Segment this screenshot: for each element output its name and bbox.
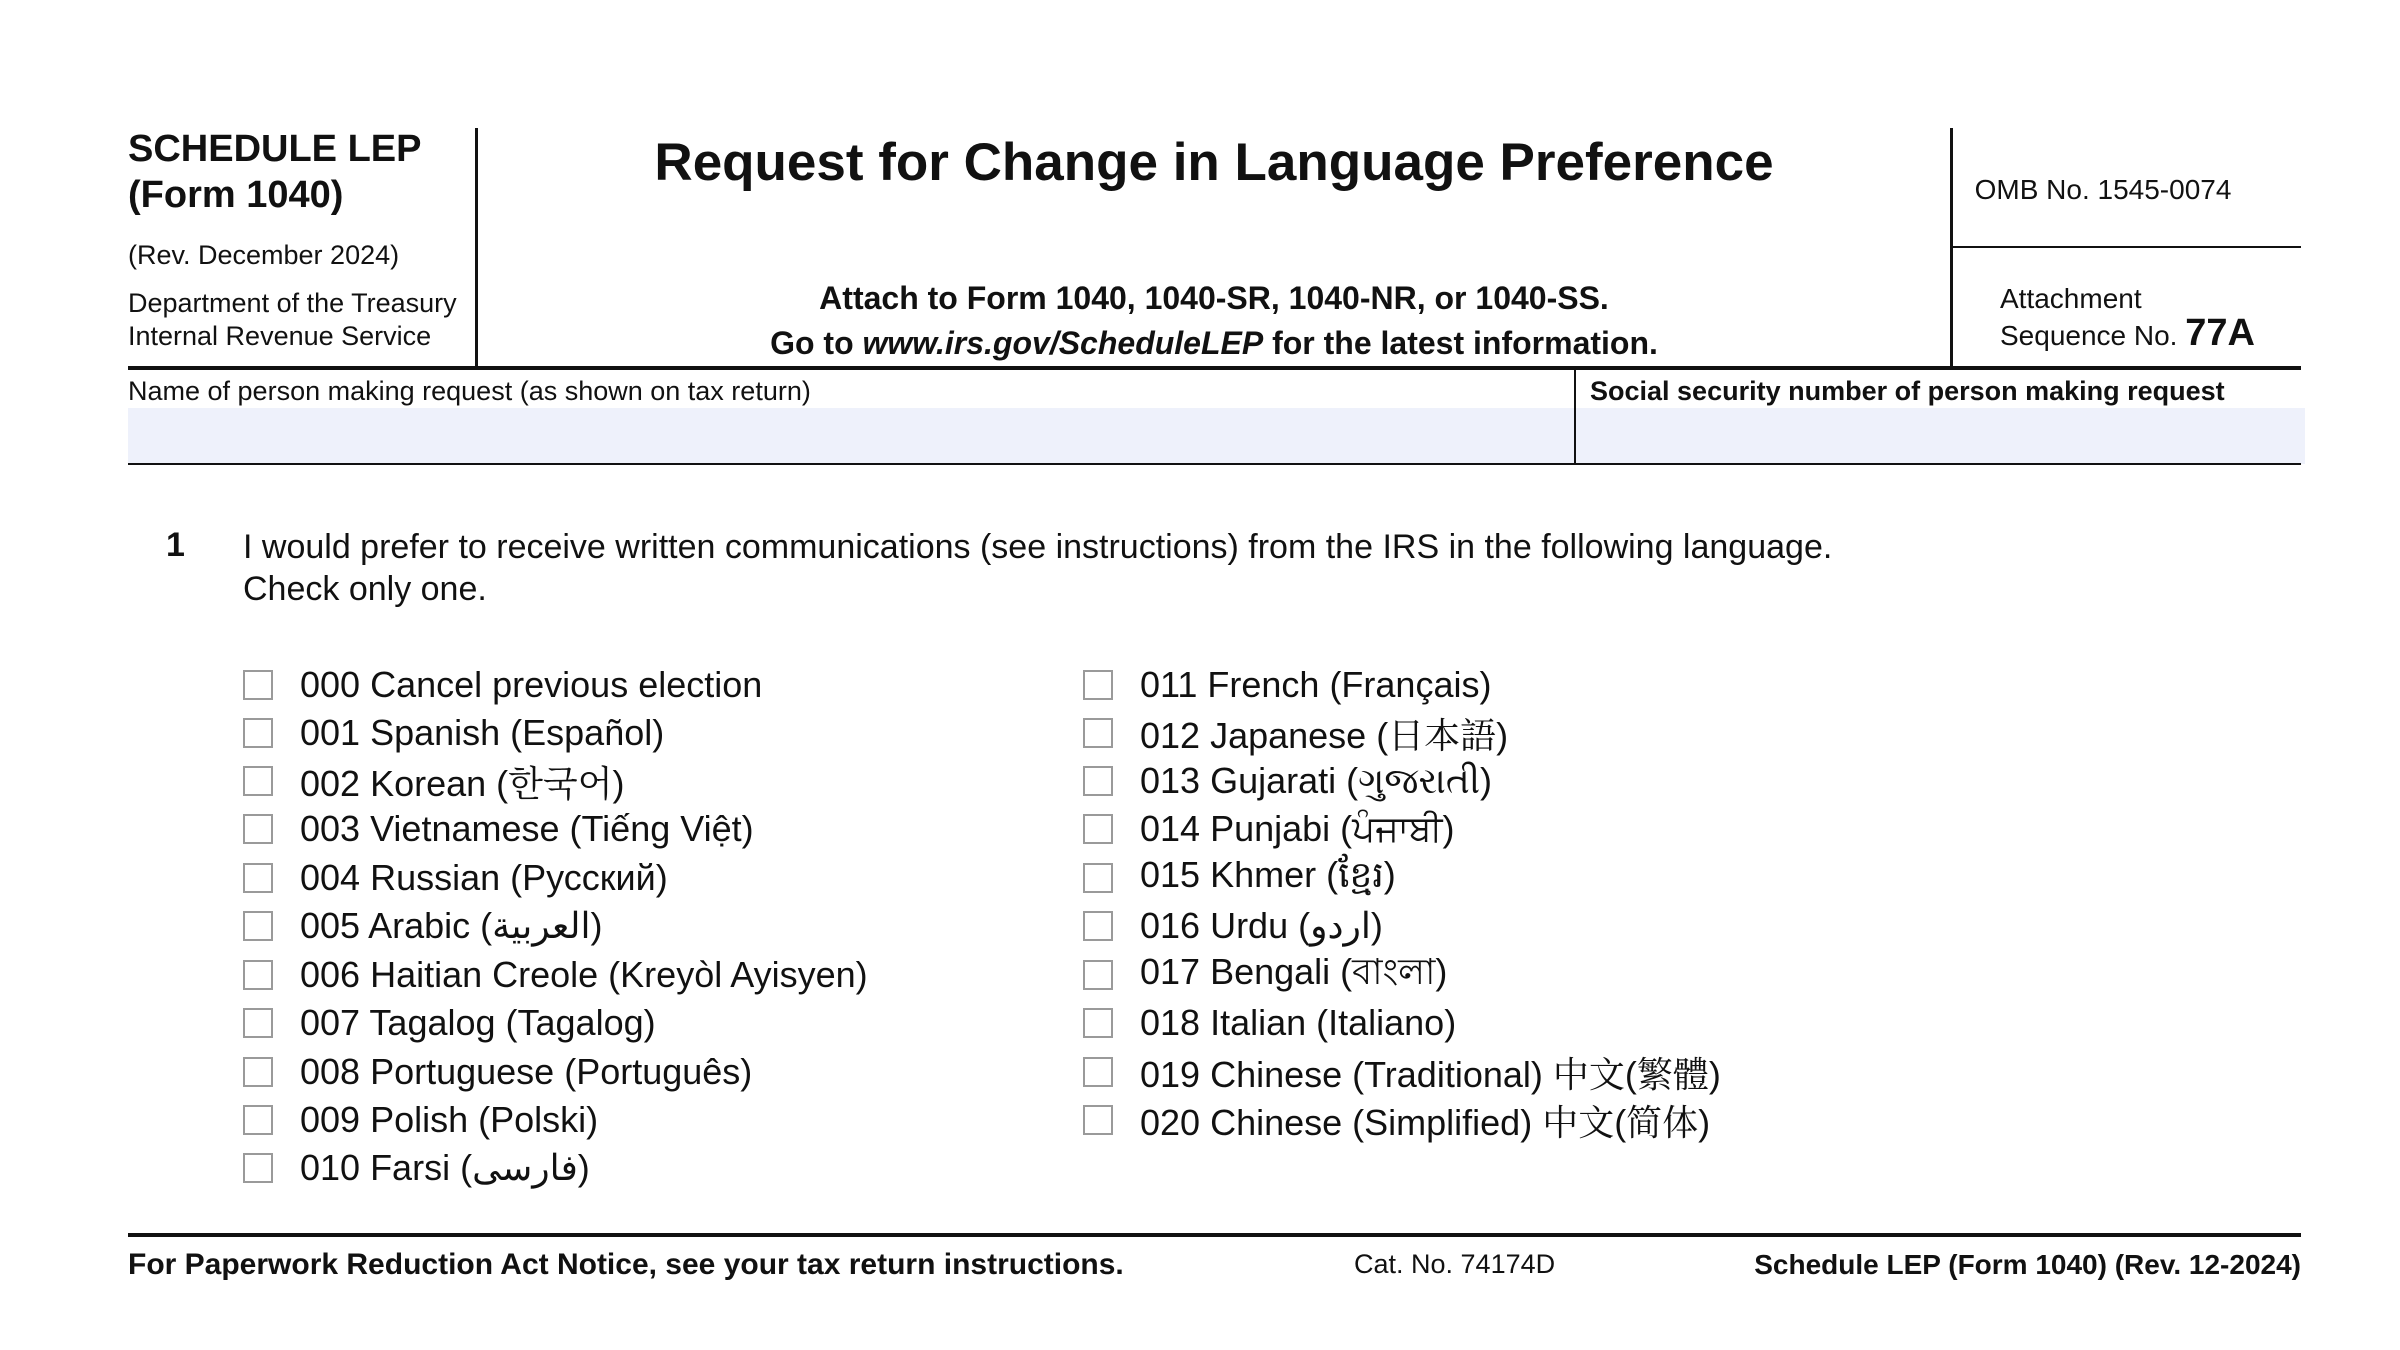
sequence-number: 77A	[2185, 312, 2255, 354]
option-label: 018 Italian (Italiano)	[1140, 1002, 1457, 1043]
language-option[interactable]	[243, 1052, 752, 1092]
irs-url-link[interactable]: www.irs.gov/ScheduleLEP	[862, 325, 1264, 361]
option-label: 010 Farsi (فارسی)	[300, 1147, 590, 1188]
option-checkbox[interactable]	[243, 1057, 273, 1087]
form-id-block	[128, 126, 468, 353]
language-option[interactable]	[1083, 1052, 1721, 1095]
option-label: 020 Chinese (Simplified) 中文(简体)	[1140, 1101, 1711, 1143]
language-option[interactable]	[1083, 665, 1491, 705]
option-checkbox[interactable]	[243, 863, 273, 893]
ssn-input[interactable]	[1577, 408, 2305, 464]
goto-suffix: for the latest information.	[1263, 325, 1658, 361]
language-option[interactable]	[243, 1100, 598, 1140]
option-label: 013 Gujarati (ગુજરાતી)	[1140, 759, 1493, 801]
footer-rule	[128, 1233, 2301, 1237]
language-option[interactable]	[243, 665, 762, 705]
question-line1: I would prefer to receive written communications (see instructions) from the IRS in the following language.	[243, 528, 1833, 566]
option-checkbox[interactable]	[243, 1105, 273, 1135]
question-text	[243, 526, 2143, 610]
language-option[interactable]	[1083, 1003, 1456, 1043]
language-option[interactable]	[243, 761, 625, 804]
department	[128, 287, 468, 353]
question-line2: Check only one.	[243, 570, 487, 608]
option-checkbox[interactable]	[243, 670, 273, 700]
option-label: 006 Haitian Creole (Kreyòl Ayisyen)	[300, 954, 868, 995]
language-option[interactable]	[1083, 1100, 1711, 1143]
language-option[interactable]	[1083, 906, 1383, 946]
option-label: 002 Korean (한국어)	[300, 762, 625, 804]
sequence-label: Sequence No.	[2000, 320, 2186, 351]
option-checkbox[interactable]	[1083, 670, 1113, 700]
option-checkbox[interactable]	[1083, 718, 1113, 748]
language-option[interactable]	[243, 713, 664, 753]
schedule-name	[128, 126, 468, 218]
option-label: 007 Tagalog (Tagalog)	[300, 1002, 656, 1043]
dept-line1: Department of the Treasury	[128, 288, 457, 318]
option-label: 017 Bengali (বাংলা)	[1140, 951, 1448, 992]
option-checkbox[interactable]	[243, 718, 273, 748]
question-number: 1	[166, 526, 185, 564]
revision-date: (Rev. December 2024)	[128, 240, 400, 270]
option-label: 008 Portuguese (Português)	[300, 1051, 753, 1092]
option-checkbox[interactable]	[243, 766, 273, 796]
option-checkbox[interactable]	[1083, 960, 1113, 990]
language-option[interactable]	[1083, 809, 1454, 849]
option-checkbox[interactable]	[1083, 1008, 1113, 1038]
option-checkbox[interactable]	[1083, 766, 1113, 796]
attach-instructions	[478, 276, 1950, 366]
language-option[interactable]	[243, 858, 668, 898]
option-label: 011 French (Français)	[1140, 664, 1492, 705]
ssn-field-label: Social security number of person making request	[1590, 376, 2225, 406]
option-label: 003 Vietnamese (Tiếng Việt)	[300, 808, 754, 849]
option-checkbox[interactable]	[243, 960, 273, 990]
goto-prefix: Go to	[770, 325, 863, 361]
schedule-line2: (Form 1040)	[128, 174, 344, 216]
paperwork-notice: For Paperwork Reduction Act Notice, see your tax return instructions.	[128, 1248, 1124, 1281]
form-title: Request for Change in Language Preference	[654, 133, 1774, 192]
option-checkbox[interactable]	[243, 911, 273, 941]
header-rule	[128, 366, 2301, 370]
schedule-line1: SCHEDULE LEP	[128, 128, 422, 170]
dept-line2: Internal Revenue Service	[128, 321, 432, 351]
language-option[interactable]	[243, 809, 754, 849]
language-option[interactable]	[243, 1148, 590, 1188]
option-label: 005 Arabic (العربية)	[300, 905, 603, 946]
omb-number: OMB No. 1545-0074	[1974, 174, 2232, 205]
field-bottom-rule	[128, 463, 2301, 465]
option-label: 012 Japanese (日本語)	[1140, 714, 1509, 756]
language-option[interactable]	[1083, 713, 1509, 756]
name-input[interactable]	[128, 408, 1578, 464]
name-field-label: Name of person making request (as shown on tax return)	[128, 376, 811, 406]
option-checkbox[interactable]	[243, 1153, 273, 1183]
form-footer-id: Schedule LEP (Form 1040) (Rev. 12-2024)	[1754, 1249, 2301, 1280]
omb-divider	[1953, 246, 2301, 248]
language-option[interactable]	[1083, 853, 1396, 898]
language-option[interactable]	[243, 906, 603, 946]
option-label: 000 Cancel previous election	[300, 664, 763, 705]
option-label: 001 Spanish (Español)	[300, 712, 665, 753]
option-label: 019 Chinese (Traditional) 中文(繁體)	[1140, 1053, 1721, 1095]
option-checkbox[interactable]	[243, 1008, 273, 1038]
option-checkbox[interactable]	[1083, 814, 1113, 844]
option-checkbox[interactable]	[1083, 1057, 1113, 1087]
option-label: 004 Russian (Русский)	[300, 857, 668, 898]
catalog-number: Cat. No. 74174D	[1354, 1249, 1556, 1279]
language-option[interactable]	[243, 1003, 656, 1043]
option-label: 009 Polish (Polski)	[300, 1099, 599, 1140]
attachment-label: Attachment	[2000, 283, 2142, 314]
goto-line	[478, 321, 1950, 366]
sequence-line	[2000, 312, 2255, 354]
option-checkbox[interactable]	[1083, 911, 1113, 941]
field-divider	[1574, 370, 1576, 465]
language-option[interactable]	[243, 955, 868, 995]
attach-line: Attach to Form 1040, 1040-SR, 1040-NR, or 1040-SS.	[819, 280, 1609, 316]
attachment-sequence	[2000, 282, 2255, 353]
language-option[interactable]	[1083, 951, 1448, 995]
option-label: 016 Urdu (اردو)	[1140, 905, 1383, 946]
option-checkbox[interactable]	[1083, 863, 1113, 893]
option-checkbox[interactable]	[243, 814, 273, 844]
option-label: 014 Punjabi (ਪੰਜਾਬੀ)	[1140, 807, 1455, 849]
option-label: 015 Khmer (ខ្មែរ)	[1140, 853, 1396, 895]
option-checkbox[interactable]	[1083, 1105, 1113, 1135]
language-option[interactable]	[1083, 761, 1492, 801]
